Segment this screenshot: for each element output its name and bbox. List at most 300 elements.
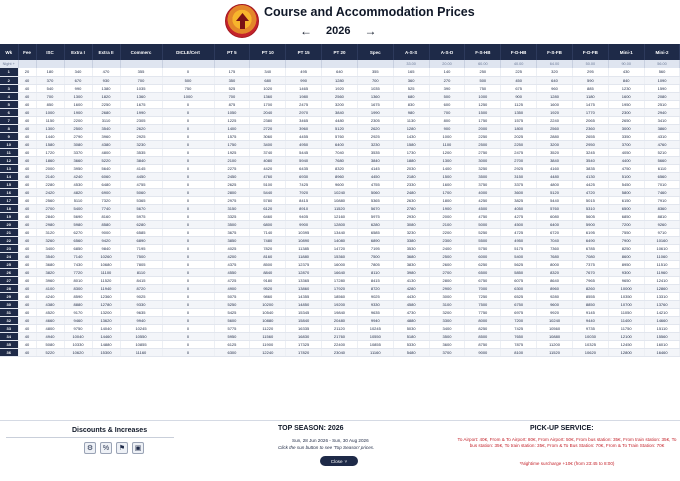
table-row[interactable] <box>0 284 680 292</box>
price-cell: 8250 <box>608 244 644 252</box>
price-cell: 3740 <box>250 148 286 156</box>
price-cell: 4755 <box>120 180 162 188</box>
table-row[interactable] <box>0 164 680 172</box>
price-cell: 0 <box>162 332 214 340</box>
night-surcharge-cell: 56.00 <box>644 60 680 68</box>
close-button[interactable] <box>320 456 358 466</box>
price-cell: 0 <box>162 340 214 348</box>
table-row[interactable] <box>0 276 680 284</box>
price-cell: 8360 <box>644 204 680 212</box>
price-cell: 5400 <box>64 204 92 212</box>
price-cell: 8000 <box>465 316 501 324</box>
price-cell: 0 <box>162 132 214 140</box>
week-number-cell: 7 <box>0 116 18 124</box>
price-cell: 5900 <box>572 220 608 228</box>
price-cell: 4820 <box>64 188 92 196</box>
table-row[interactable] <box>0 308 680 316</box>
price-cell: 0 <box>162 268 214 276</box>
price-cell: 2700 <box>501 156 537 164</box>
price-cell: 2790 <box>64 132 92 140</box>
price-cell: 5800 <box>608 188 644 196</box>
price-cell: 1360 <box>250 92 286 100</box>
price-cell: 590 <box>572 76 608 84</box>
price-cell: 8160 <box>92 212 120 220</box>
price-cell: 2420 <box>36 188 64 196</box>
price-cell: 6850 <box>608 212 644 220</box>
price-cell: 2305 <box>120 116 162 124</box>
price-cell: 670 <box>64 76 92 84</box>
price-cell: 1580 <box>393 140 429 148</box>
price-cell: 9650 <box>608 276 644 284</box>
price-cell: 9520 <box>250 284 286 292</box>
table-row[interactable] <box>0 148 680 156</box>
price-cell: 10240 <box>537 316 573 324</box>
price-cell: 1675 <box>357 100 393 108</box>
price-cell: 3250 <box>465 164 501 172</box>
price-cell: 540 <box>36 84 64 92</box>
price-cell: 5330 <box>393 340 429 348</box>
price-cell: 9280 <box>537 292 573 300</box>
price-cell: 6720 <box>537 228 573 236</box>
week-number-cell: 2 <box>0 76 18 84</box>
price-cell: 16640 <box>322 268 358 276</box>
price-cell: 5080 <box>36 340 64 348</box>
week-number-cell: 16 <box>0 188 18 196</box>
next-year-button[interactable]: → <box>364 24 377 38</box>
price-cell: 6500 <box>465 268 501 276</box>
price-cell: 8010 <box>64 276 92 284</box>
price-cell: 4530 <box>64 180 92 188</box>
gear-icon[interactable]: ⚙ <box>84 442 96 454</box>
price-cell: 2600 <box>429 260 465 268</box>
price-cell: 40 <box>18 212 36 220</box>
price-cell: 2620 <box>120 124 162 132</box>
price-cell: 9940 <box>357 316 393 324</box>
price-cell: 6500 <box>608 204 644 212</box>
price-cell: 0 <box>162 308 214 316</box>
price-cell: 7500 <box>357 252 393 260</box>
price-cell: 40 <box>18 300 36 308</box>
week-number-cell: 4 <box>0 92 18 100</box>
price-cell: 7425 <box>286 180 322 188</box>
price-cell: 10560 <box>537 324 573 332</box>
percent-icon[interactable]: % <box>100 442 112 454</box>
price-cell: 14720 <box>322 244 358 252</box>
price-cell: 1350 <box>501 108 537 116</box>
price-cell: 6280 <box>357 220 393 228</box>
price-cell: 3100 <box>429 300 465 308</box>
price-cell: 6250 <box>465 260 501 268</box>
table-row[interactable] <box>0 196 680 204</box>
price-cell: 4880 <box>393 316 429 324</box>
price-cell: 5075 <box>214 292 250 300</box>
table-row[interactable] <box>0 172 680 180</box>
table-row[interactable] <box>0 228 680 236</box>
price-cell: 8110 <box>120 268 162 276</box>
price-cell: 5220 <box>92 156 120 164</box>
price-cell: 9260 <box>644 220 680 228</box>
price-cell: 355 <box>357 68 393 76</box>
price-cell: 2720 <box>250 124 286 132</box>
price-cell: 11880 <box>286 252 322 260</box>
price-cell: 1225 <box>214 116 250 124</box>
price-cell: 8100 <box>501 348 537 356</box>
price-cell: 5100 <box>608 172 644 180</box>
price-cell: 225 <box>501 68 537 76</box>
price-cell: 2250 <box>465 132 501 140</box>
price-cell: 0 <box>162 124 214 132</box>
column-header: F-D-HB <box>501 44 537 60</box>
price-cell: 2750 <box>465 148 501 156</box>
price-cell: 14210 <box>644 308 680 316</box>
price-cell: 40 <box>18 180 36 188</box>
price-cell: 40 <box>18 292 36 300</box>
price-cell: 40 <box>18 148 36 156</box>
price-cell: 8720 <box>120 284 162 292</box>
table-row[interactable] <box>0 348 680 356</box>
price-cell: 12100 <box>608 332 644 340</box>
price-table-container[interactable] <box>0 44 680 420</box>
price-cell: 13620 <box>92 316 120 324</box>
table-row[interactable] <box>0 244 680 252</box>
top-season-note: Click the sun button to see 'Top Season' prices. <box>278 445 375 450</box>
price-cell: 21120 <box>322 324 358 332</box>
price-cell: 1400 <box>429 164 465 172</box>
price-cell: 370 <box>36 76 64 84</box>
price-cell: 12780 <box>92 300 120 308</box>
price-cell: 340 <box>64 68 92 76</box>
table-row[interactable] <box>0 76 680 84</box>
table-row[interactable] <box>0 204 680 212</box>
price-cell: 4660 <box>36 316 64 324</box>
price-cell: 10240 <box>322 188 358 196</box>
price-cell: 2360 <box>572 124 608 132</box>
price-cell: 5120 <box>537 188 573 196</box>
price-cell: 6270 <box>64 228 92 236</box>
table-row[interactable] <box>0 260 680 268</box>
price-cell: 4130 <box>572 172 608 180</box>
table-row[interactable] <box>0 116 680 124</box>
column-header: Fee <box>18 44 36 60</box>
column-header: ISC <box>36 44 64 60</box>
price-cell: 40 <box>18 164 36 172</box>
price-cell: 0 <box>162 164 214 172</box>
price-cell: 7680 <box>537 252 573 260</box>
table-row[interactable] <box>0 124 680 132</box>
price-cell: 11160 <box>120 348 162 356</box>
price-cell: 0 <box>162 260 214 268</box>
price-cell: 2560 <box>537 124 573 132</box>
price-cell: 4750 <box>608 164 644 172</box>
price-cell: 3840 <box>120 156 162 164</box>
price-cell: 5750 <box>465 244 501 252</box>
price-cell: 3950 <box>64 164 92 172</box>
price-cell: 7805 <box>120 260 162 268</box>
price-cell: 2000 <box>465 124 501 132</box>
price-cell: 3465 <box>286 116 322 124</box>
price-cell: 8720 <box>357 284 393 292</box>
price-cell: 13860 <box>286 284 322 292</box>
price-cell: 0 <box>162 236 214 244</box>
price-cell: 0 <box>162 188 214 196</box>
table-row[interactable] <box>0 332 680 340</box>
table-row[interactable] <box>0 156 680 164</box>
price-cell: 10880 <box>250 316 286 324</box>
table-row[interactable] <box>0 180 680 188</box>
price-cell: 7670 <box>572 268 608 276</box>
price-cell: 4755 <box>357 180 393 188</box>
price-cell: 2030 <box>393 164 429 172</box>
price-cell: 13440 <box>322 228 358 236</box>
night-surcharge-cell: 90.00 <box>608 60 644 68</box>
pickup-surcharge: *Nightime surcharge +10€ (from 23:45 to 8:00) <box>519 461 615 466</box>
column-header: Mini-1 <box>608 44 644 60</box>
school-logo <box>225 4 259 38</box>
price-cell: 7195 <box>357 244 393 252</box>
top-season-dates: Sun, 28 Jun 2026 - Sun, 30 Aug 2026 <box>292 438 369 443</box>
price-cell: 10890 <box>286 236 322 244</box>
price-cell: 3680 <box>393 252 429 260</box>
price-cell: 1035 <box>357 84 393 92</box>
table-row[interactable] <box>0 108 680 116</box>
night-surcharge-cell <box>64 60 92 68</box>
price-cell: 40 <box>18 204 36 212</box>
price-cell: 6300 <box>214 348 250 356</box>
price-cell: 4275 <box>501 212 537 220</box>
price-cell: 2925 <box>120 132 162 140</box>
price-cell: 5775 <box>214 324 250 332</box>
price-cell: 4200 <box>214 252 250 260</box>
price-cell: 10880 <box>537 332 573 340</box>
table-row[interactable] <box>0 252 680 260</box>
price-cell: 4900 <box>214 284 250 292</box>
price-cell: 10855 <box>120 340 162 348</box>
bed-icon[interactable]: ▣ <box>132 442 144 454</box>
price-cell: 7720 <box>64 268 92 276</box>
price-cell: 1600 <box>64 100 92 108</box>
price-cell: 750 <box>162 84 214 92</box>
price-cell: 1250 <box>465 100 501 108</box>
price-cell: 4425 <box>572 180 608 188</box>
column-header: F-S-FB <box>537 44 573 60</box>
discounts-divider <box>6 437 174 438</box>
table-row[interactable] <box>0 68 680 76</box>
week-number-cell: 34 <box>0 332 18 340</box>
price-cell: 11520 <box>537 348 573 356</box>
table-row[interactable] <box>0 92 680 100</box>
price-cell: 0 <box>162 172 214 180</box>
price-cell: 40 <box>18 196 36 204</box>
price-cell: 525 <box>393 84 429 92</box>
price-cell: 1920 <box>537 108 573 116</box>
price-cell: 3840 <box>322 108 358 116</box>
table-row[interactable] <box>0 220 680 228</box>
price-cell: 14460 <box>92 332 120 340</box>
price-cell: 19200 <box>322 300 358 308</box>
table-row[interactable] <box>0 340 680 348</box>
column-header: A-S-S <box>393 44 429 60</box>
price-cell: 14850 <box>286 300 322 308</box>
price-cell: 6000 <box>465 252 501 260</box>
price-cell: 1800 <box>429 196 465 204</box>
table-row[interactable] <box>0 84 680 92</box>
price-cell: 7550 <box>608 228 644 236</box>
price-cell: 2925 <box>501 164 537 172</box>
logo-emblem-icon <box>234 12 251 30</box>
price-cell: 1475 <box>572 100 608 108</box>
table-header-row <box>0 44 680 60</box>
price-cell: 3840 <box>537 156 573 164</box>
price-cell: 2100 <box>429 220 465 228</box>
price-cell: 13200 <box>92 308 120 316</box>
price-cell: 1880 <box>393 156 429 164</box>
price-cell: 4800 <box>36 324 64 332</box>
price-cell: 2000 <box>36 164 64 172</box>
price-cell: 7360 <box>537 244 573 252</box>
price-cell: 8250 <box>465 324 501 332</box>
price-cell: 10040 <box>64 332 92 340</box>
price-cell: 11050 <box>608 308 644 316</box>
price-cell: 2800 <box>429 276 465 284</box>
price-cell: 0 <box>162 276 214 284</box>
price-cell: 2275 <box>214 164 250 172</box>
price-cell: 5220 <box>36 348 64 356</box>
price-cell: 7460 <box>644 188 680 196</box>
table-row[interactable] <box>0 316 680 324</box>
price-cell: 1430 <box>393 132 429 140</box>
table-row[interactable] <box>0 268 680 276</box>
price-cell: 2380 <box>250 116 286 124</box>
price-cell: 0 <box>162 116 214 124</box>
price-cell: 8590 <box>64 292 92 300</box>
price-cell: 2500 <box>429 252 465 260</box>
price-cell: 6890 <box>357 236 393 244</box>
price-cell: 0 <box>162 180 214 188</box>
week-number-cell: 9 <box>0 132 18 140</box>
price-cell: 8415 <box>120 276 162 284</box>
price-cell: 40 <box>18 92 36 100</box>
price-cell: 3700 <box>608 140 644 148</box>
price-cell: 9900 <box>286 220 322 228</box>
price-cell: 8415 <box>286 196 322 204</box>
price-cell: 0 <box>162 284 214 292</box>
table-row[interactable] <box>0 188 680 196</box>
price-cell: 4940 <box>36 332 64 340</box>
price-cell: 6750 <box>465 276 501 284</box>
price-cell: 40 <box>18 116 36 124</box>
price-cell: 4000 <box>465 188 501 196</box>
table-row[interactable] <box>0 292 680 300</box>
price-cell: 17920 <box>322 284 358 292</box>
price-cell: 3540 <box>572 156 608 164</box>
price-cell: 3535 <box>357 148 393 156</box>
price-cell: 700 <box>429 108 465 116</box>
price-cell: 2250 <box>92 100 120 108</box>
price-cell: 10245 <box>120 324 162 332</box>
price-cell: 165 <box>393 68 429 76</box>
price-cell: 7320 <box>92 196 120 204</box>
price-cell: 5250 <box>214 300 250 308</box>
price-cell: 2560 <box>322 92 358 100</box>
price-cell: 1400 <box>214 124 250 132</box>
price-cell: 1500 <box>429 172 465 180</box>
price-cell: 4250 <box>465 196 501 204</box>
table-row[interactable] <box>0 212 680 220</box>
price-cell: 8850 <box>572 300 608 308</box>
price-cell: 3530 <box>393 244 429 252</box>
night-surcharge-cell <box>120 60 162 68</box>
night-surcharge-cell <box>162 60 214 68</box>
prev-year-button[interactable]: ← <box>300 24 312 38</box>
price-cell: 11060 <box>644 252 680 260</box>
table-row[interactable] <box>0 236 680 244</box>
price-cell: 12860 <box>644 284 680 292</box>
price-cell: 1180 <box>572 92 608 100</box>
price-cell: 12360 <box>92 292 120 300</box>
column-header: F-D-FB <box>572 44 608 60</box>
price-cell: 1600 <box>608 92 644 100</box>
price-cell: 1150 <box>36 116 64 124</box>
price-cell: 3080 <box>64 140 92 148</box>
price-cell: 7250 <box>465 292 501 300</box>
price-cell: 3150 <box>501 172 537 180</box>
price-cell: 140 <box>429 68 465 76</box>
price-cell: 640 <box>537 76 573 84</box>
price-cell: 5060 <box>120 188 162 196</box>
price-cell: 4800 <box>537 180 573 188</box>
price-cell: 14080 <box>322 236 358 244</box>
price-cell: 180 <box>36 68 64 76</box>
price-cell: 3150 <box>214 204 250 212</box>
price-cell: 7900 <box>608 236 644 244</box>
price-cell: 6975 <box>501 308 537 316</box>
price-cell: 10200 <box>250 300 286 308</box>
tag-icon[interactable]: ⚑ <box>116 442 128 454</box>
price-cell: 750 <box>465 84 501 92</box>
price-cell: 5365 <box>357 196 393 204</box>
price-cell: 9000 <box>465 348 501 356</box>
price-cell: 6900 <box>92 188 120 196</box>
price-cell: 2240 <box>537 116 573 124</box>
night-surcharge-cell <box>250 60 286 68</box>
week-number-cell: 11 <box>0 148 18 156</box>
price-cell: 4380 <box>92 140 120 148</box>
price-cell: 5120 <box>322 124 358 132</box>
price-cell: 1750 <box>465 116 501 124</box>
price-cell: 2475 <box>501 148 537 156</box>
table-row[interactable] <box>0 300 680 308</box>
price-cell: 4580 <box>393 300 429 308</box>
price-cell: 8810 <box>644 212 680 220</box>
night-surcharge-cell: 33.00 <box>393 60 429 68</box>
table-row[interactable] <box>0 140 680 148</box>
price-cell: 4550 <box>214 268 250 276</box>
price-cell: 6400 <box>537 220 573 228</box>
price-cell: 15840 <box>286 316 322 324</box>
price-cell: 175 <box>214 68 250 76</box>
price-cell: 40 <box>18 100 36 108</box>
table-row[interactable] <box>0 324 680 332</box>
price-cell: 3370 <box>64 148 92 156</box>
night-surcharge-cell <box>214 60 250 68</box>
price-cell: 4400 <box>608 156 644 164</box>
table-row[interactable] <box>0 100 680 108</box>
table-row[interactable] <box>0 132 680 140</box>
price-cell: 5425 <box>214 308 250 316</box>
price-cell: 0 <box>162 300 214 308</box>
price-cell: 6120 <box>250 204 286 212</box>
column-header: F-S-HB <box>465 44 501 60</box>
